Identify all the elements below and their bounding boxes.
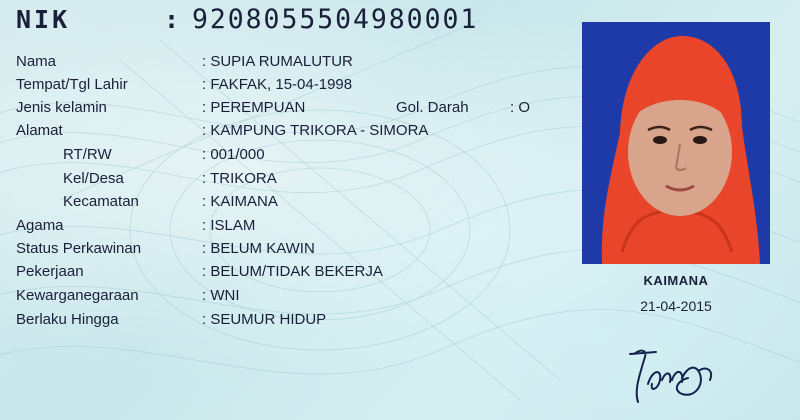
nik-row: [16, 2, 484, 36]
field-label: Pekerjaan: [16, 263, 84, 280]
field-label: Jenis kelamin: [16, 99, 107, 116]
field-value: : BELUM/TIDAK BEKERJA: [202, 261, 383, 283]
field-agama: [0, 215, 570, 237]
field-value: : 001/000: [202, 144, 265, 166]
issue-date: 21-04-2015: [640, 298, 712, 314]
portrait-illustration: [582, 22, 770, 264]
blood-type-label: Gol. Darah: [396, 99, 469, 116]
field-label: Agama: [16, 217, 64, 234]
field-value: : ISLAM: [202, 215, 255, 237]
field-value: : SUPIA RUMALUTUR: [202, 51, 353, 73]
field-berlaku-hingga: [0, 309, 570, 331]
field-value: : KAIMANA: [202, 191, 278, 213]
field-value: : TRIKORA: [202, 168, 277, 190]
field-jenis-kelamin: [0, 97, 570, 119]
nik-separator: :: [164, 4, 180, 34]
field-label: Tempat/Tgl Lahir: [16, 76, 128, 93]
field-label: Nama: [16, 53, 57, 70]
field-value: : PEREMPUAN: [202, 97, 305, 119]
nik-label: NIK: [16, 4, 71, 34]
field-value: : FAKFAK, 15-04-1998: [202, 74, 352, 96]
signature: [622, 340, 722, 412]
field-label: Kewarganegaraan: [16, 287, 139, 304]
issue-place: KAIMANA: [643, 273, 709, 288]
field-label: Berlaku Hingga: [16, 311, 119, 328]
field-alamat: [0, 120, 570, 142]
field-value: : SEUMUR HIDUP: [202, 309, 326, 331]
field-kewarganegaraan: [0, 285, 570, 307]
field-label: RT/RW: [63, 146, 112, 163]
field-rt-rw: [0, 144, 570, 166]
field-nama: [0, 51, 570, 73]
blood-type-value: : O: [510, 97, 530, 119]
field-value: : WNI: [202, 285, 240, 307]
field-value: : BELUM KAWIN: [202, 238, 315, 260]
field-label: Kel/Desa: [63, 170, 124, 187]
id-photo: [582, 22, 770, 264]
nik-value: 9208055504980001: [192, 3, 479, 35]
field-kel-desa: [0, 168, 570, 190]
field-label: Status Perkawinan: [16, 240, 142, 257]
field-pekerjaan: [0, 261, 570, 283]
field-label: Kecamatan: [63, 193, 139, 210]
field-label: Alamat: [16, 122, 63, 139]
field-status-perkawinan: [0, 238, 570, 260]
field-tempat-tgl-lahir: [0, 74, 570, 96]
field-kecamatan: [0, 191, 570, 213]
field-value: : KAMPUNG TRIKORA - SIMORA: [202, 120, 428, 142]
